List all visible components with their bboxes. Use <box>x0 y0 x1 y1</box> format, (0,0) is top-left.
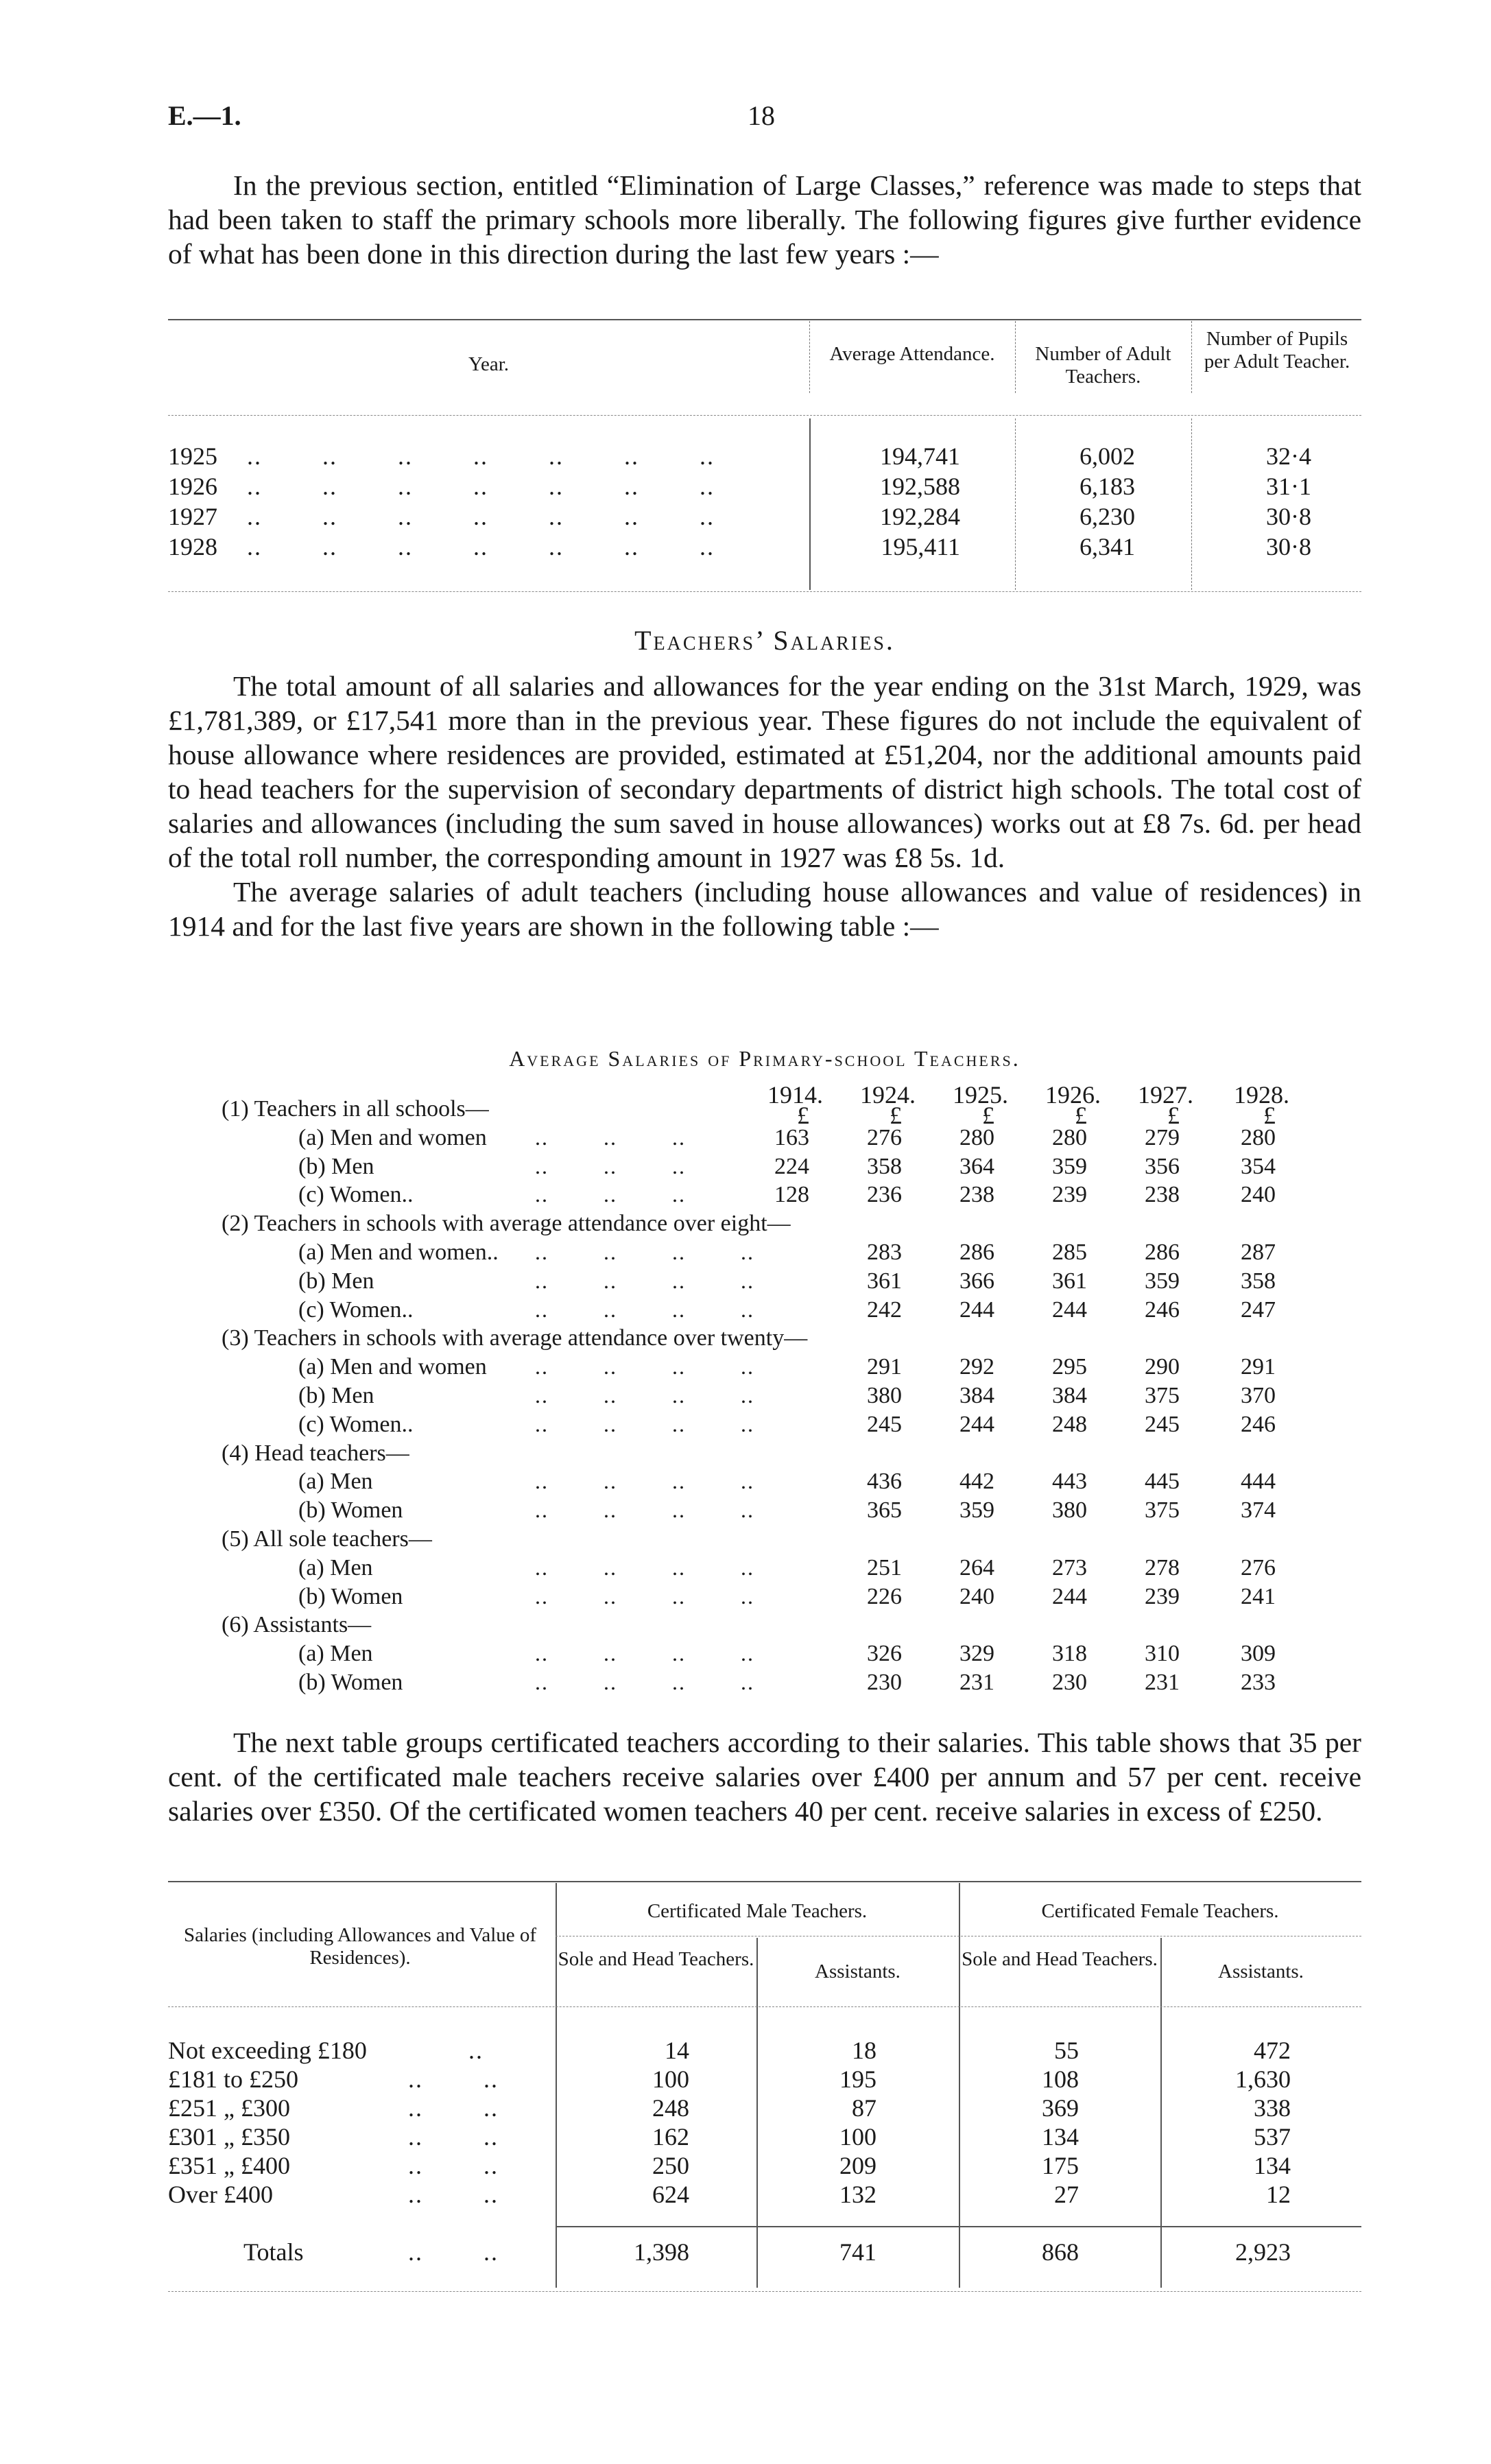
certificated-paragraph <box>168 1725 1361 1828</box>
leader-dots: .. .. .. .. <box>535 1296 754 1322</box>
count-value: 18 <box>852 2037 876 2064</box>
salary-value: 309 <box>1241 1641 1276 1667</box>
table-row-label: (b) Women <box>298 1670 403 1695</box>
salary-value: 251 <box>867 1554 902 1580</box>
salary-value: 238 <box>1145 1182 1180 1208</box>
salary-value: 295 <box>1052 1354 1087 1380</box>
salary-value: 283 <box>867 1240 902 1265</box>
teachers-value: 6,341 <box>1080 533 1135 560</box>
salary-value: 231 <box>959 1670 994 1695</box>
leader-dots: .. .. .. .. <box>535 1383 754 1408</box>
salary-value: 233 <box>1241 1670 1276 1695</box>
salary-value: 230 <box>1052 1670 1087 1695</box>
salary-range-label: Over £400 <box>168 2181 273 2208</box>
count-value: 195 <box>839 2065 876 2093</box>
table-row-label: (a) Men and women <box>298 1354 487 1380</box>
salary-value: 291 <box>867 1354 902 1380</box>
salary-value: 359 <box>1145 1268 1180 1294</box>
table-row-label: (b) Men <box>298 1268 374 1294</box>
salary-value: 291 <box>1241 1354 1276 1380</box>
salary-value: 238 <box>959 1182 994 1208</box>
salary-value: 244 <box>959 1296 994 1323</box>
average-salaries-title: Average Salaries of Primary-school Teachers. <box>509 1046 1021 1071</box>
salary-value: 444 <box>1241 1469 1276 1495</box>
salary-value: 280 <box>959 1124 994 1150</box>
salary-value: 359 <box>1052 1153 1087 1179</box>
count-value: 175 <box>1042 2152 1079 2179</box>
year-column-header: Year. <box>468 353 510 375</box>
leader-dots: .. .. .. .. <box>535 1554 754 1580</box>
attendance-column-header: Average Attendance. <box>829 343 995 365</box>
table-row-label: (b) Men <box>298 1153 374 1179</box>
salary-value: 247 <box>1241 1296 1276 1323</box>
salary-value: 276 <box>1241 1554 1276 1580</box>
leader-dots: .. .. <box>408 2123 499 2151</box>
count-value: 624 <box>652 2181 689 2208</box>
leader-dots: .. .. .. <box>535 1153 686 1178</box>
count-value: 108 <box>1042 2065 1079 2093</box>
table-row-label: (c) Women.. <box>298 1296 414 1323</box>
salary-value: 239 <box>1145 1583 1180 1609</box>
year-column-header: 1924. <box>860 1081 916 1109</box>
leader-dots: .. .. .. .. <box>535 1497 754 1523</box>
salary-value: 361 <box>867 1268 902 1294</box>
group-label: (6) Assistants— <box>222 1612 372 1638</box>
count-value: 132 <box>839 2181 876 2208</box>
attendance-value: 195,411 <box>881 533 960 560</box>
salary-value: 128 <box>774 1182 809 1208</box>
salary-range-label: £351 „ £400 <box>168 2152 290 2179</box>
female-assistants-header: Assistants. <box>1218 1960 1304 1982</box>
salary-value: 366 <box>959 1268 994 1294</box>
group-label: (1) Teachers in all schools— <box>222 1096 489 1122</box>
year-column-header: 1927. <box>1138 1081 1193 1109</box>
salary-range-label: Not exceeding £180 <box>168 2037 367 2064</box>
salary-value: 285 <box>1052 1240 1087 1265</box>
salary-value: 231 <box>1145 1670 1180 1695</box>
intro-paragraph <box>168 168 1361 271</box>
pupils-value: 31·1 <box>1266 473 1311 500</box>
currency-symbol: £ <box>1263 1102 1276 1129</box>
table-row-label: (c) Women.. <box>298 1182 414 1208</box>
leader-dots: .. .. .. .. <box>535 1354 754 1379</box>
leader-dots: .. <box>408 2037 484 2064</box>
salary-value: 279 <box>1145 1124 1180 1150</box>
salary-value: 236 <box>867 1182 902 1208</box>
page-number: 18 <box>748 100 775 131</box>
total-male-sole-head: 1,398 <box>634 2238 689 2266</box>
pupils-value: 30·8 <box>1266 503 1311 530</box>
count-value: 14 <box>665 2037 689 2064</box>
count-value: 537 <box>1254 2123 1291 2151</box>
leader-dots: .. .. .. .. <box>535 1240 754 1264</box>
salary-value: 370 <box>1241 1383 1276 1408</box>
male-sole-head-header: Sole and Head Teachers. <box>558 1948 754 1970</box>
count-value: 100 <box>839 2123 876 2151</box>
table-row-label: (a) Men <box>298 1641 373 1667</box>
salary-value: 246 <box>1241 1411 1276 1437</box>
salary-value: 226 <box>867 1583 902 1609</box>
salary-value: 230 <box>867 1670 902 1695</box>
salary-value: 329 <box>959 1641 994 1667</box>
salary-value: 245 <box>1145 1411 1180 1437</box>
male-teachers-header: Certificated Male Teachers. <box>647 1900 868 1922</box>
salary-value: 273 <box>1052 1554 1087 1580</box>
salary-value: 442 <box>959 1469 994 1495</box>
salary-value: 248 <box>1052 1411 1087 1437</box>
salary-stub-header: Salaries (including Allowances and Value of Residences). <box>183 1924 537 1969</box>
currency-symbol: £ <box>890 1102 902 1129</box>
salary-value: 354 <box>1241 1153 1276 1179</box>
leader-dots: .. .. .. .. <box>535 1411 754 1436</box>
salary-value: 318 <box>1052 1641 1087 1667</box>
salary-value: 375 <box>1145 1383 1180 1408</box>
salary-value: 276 <box>867 1124 902 1150</box>
leader-dots: .. .. .. .. <box>535 1583 754 1609</box>
salary-range-label: £301 „ £350 <box>168 2123 290 2151</box>
salary-value: 326 <box>867 1641 902 1667</box>
salary-value: 244 <box>1052 1296 1087 1323</box>
salary-value: 280 <box>1241 1124 1276 1150</box>
salary-value: 240 <box>1241 1182 1276 1208</box>
teachers-value: 6,230 <box>1080 503 1135 530</box>
table-row-label: (b) Men <box>298 1383 374 1408</box>
pupils-value: 32·4 <box>1266 442 1311 470</box>
leader-dots: .. .. <box>408 2152 499 2179</box>
group-label: (2) Teachers in schools with average attendance over eight— <box>222 1211 791 1237</box>
salary-value: 384 <box>1052 1383 1087 1408</box>
leader-dots: .. .. .. .. <box>535 1670 754 1694</box>
salary-value: 436 <box>867 1469 902 1495</box>
leader-dots: .. .. .. .. <box>535 1641 754 1666</box>
table-row: 1926 <box>168 473 217 500</box>
salary-range-label: £251 „ £300 <box>168 2094 290 2122</box>
salaries-heading: Teachers’ Salaries. <box>634 625 895 656</box>
salary-value: 244 <box>1052 1583 1087 1609</box>
count-value: 162 <box>652 2123 689 2151</box>
salary-value: 361 <box>1052 1268 1087 1294</box>
count-value: 250 <box>652 2152 689 2179</box>
salary-value: 292 <box>959 1354 994 1380</box>
salaries-paragraph-2: The average salaries of adult teachers (including house allowances and value of residences) in 1914 and for the last five years are shown in the following table :— <box>168 876 1361 942</box>
table-row-label: (b) Women <box>298 1497 403 1524</box>
salary-value: 290 <box>1145 1354 1180 1380</box>
total-female-assistants: 2,923 <box>1235 2238 1291 2266</box>
count-value: 369 <box>1042 2094 1079 2122</box>
table-row-label: (a) Men and women.. <box>298 1240 499 1265</box>
count-value: 12 <box>1266 2181 1291 2208</box>
salary-value: 278 <box>1145 1554 1180 1580</box>
salary-value: 358 <box>867 1153 902 1179</box>
leader-dots: .. .. <box>408 2094 499 2122</box>
salary-value: 364 <box>959 1153 994 1179</box>
salary-value: 358 <box>1241 1268 1276 1294</box>
salary-value: 310 <box>1145 1641 1180 1667</box>
count-value: 338 <box>1254 2094 1291 2122</box>
salary-value: 244 <box>959 1411 994 1437</box>
salary-value: 224 <box>774 1153 809 1179</box>
total-male-assistants: 741 <box>839 2238 876 2266</box>
currency-symbol: £ <box>982 1102 994 1129</box>
salary-value: 242 <box>867 1296 902 1323</box>
salary-value: 384 <box>959 1383 994 1408</box>
salary-value: 445 <box>1145 1469 1180 1495</box>
salary-value: 239 <box>1052 1182 1087 1208</box>
count-value: 134 <box>1042 2123 1079 2151</box>
group-label: (4) Head teachers— <box>222 1440 409 1466</box>
document-code: E.—1. <box>168 100 241 131</box>
currency-symbol: £ <box>1075 1102 1087 1129</box>
pupils-value: 30·8 <box>1266 533 1311 560</box>
leader-dots: .. .. .. .. <box>535 1268 754 1293</box>
count-value: 100 <box>652 2065 689 2093</box>
certificated-text: The next table groups certificated teachers according to their salaries. This table shows that 35 per cent. of the certificated male teachers receive salaries over £400 per annum and 57 per cent. receive salaries over £350. Of the certificated women teachers 40 per cent. receive salaries in excess of £250. <box>168 1727 1361 1827</box>
count-value: 27 <box>1054 2181 1079 2208</box>
table-row-label: (a) Men <box>298 1554 373 1580</box>
table-row: 1927 <box>168 503 217 530</box>
salary-value: 374 <box>1241 1497 1276 1524</box>
salary-value: 280 <box>1052 1124 1087 1150</box>
salary-range-label: £181 to £250 <box>168 2065 299 2093</box>
group-label: (3) Teachers in schools with average attendance over twenty— <box>222 1325 808 1351</box>
table-row: 1928 <box>168 533 217 560</box>
currency-symbol: £ <box>797 1102 809 1129</box>
salary-value: 356 <box>1145 1153 1180 1179</box>
count-value: 472 <box>1254 2037 1291 2064</box>
count-value: 87 <box>852 2094 876 2122</box>
female-teachers-header: Certificated Female Teachers. <box>1041 1900 1279 1922</box>
salary-value: 287 <box>1241 1240 1276 1265</box>
salary-value: 245 <box>867 1411 902 1437</box>
salaries-paragraph-1: The total amount of all salaries and allowances for the year ending on the 31st March, 1929, was £1,781,389, or £17,541 more than in the previous year. These figures do not include the equivalent of house allowance where residences are provided, estimated at £51,204, nor the additional amounts paid to head teachers for the supervision of secondary departments of district high schools. The total cost of salaries and allowances (including the sum saved in house allowances) works out at £8 7s. 6d. per head of the total roll number, the corresponding amount in 1927 was £8 5s. 1d. <box>168 670 1361 873</box>
pupils-column-header: Number of Pupils per Adult Teacher. <box>1204 328 1350 372</box>
count-value: 248 <box>652 2094 689 2122</box>
salary-value: 163 <box>774 1124 809 1150</box>
attendance-value: 192,284 <box>880 503 960 530</box>
male-assistants-header: Assistants. <box>815 1960 900 1982</box>
table-row-label: (c) Women.. <box>298 1411 414 1437</box>
salary-value: 365 <box>867 1497 902 1524</box>
table-row-label: (a) Men and women <box>298 1124 487 1150</box>
salary-value: 375 <box>1145 1497 1180 1524</box>
teachers-column-header: Number of Adult Teachers. <box>1035 343 1171 388</box>
leader-dots: .. .. <box>408 2065 499 2093</box>
group-label: (5) All sole teachers— <box>222 1526 432 1552</box>
leader-dots: .. .. <box>408 2181 499 2208</box>
year-column-header: 1914. <box>767 1081 823 1109</box>
totals-label: Totals <box>243 2238 304 2266</box>
count-value: 55 <box>1054 2037 1079 2064</box>
leader-dots: .. .. .. .. <box>535 1469 754 1494</box>
year-column-header: 1926. <box>1045 1081 1101 1109</box>
year-column-header: 1928. <box>1234 1081 1289 1109</box>
salary-value: 443 <box>1052 1469 1087 1495</box>
count-value: 1,630 <box>1235 2065 1291 2093</box>
salary-value: 286 <box>1145 1240 1180 1265</box>
table-row-label: (b) Women <box>298 1583 403 1609</box>
count-value: 209 <box>839 2152 876 2179</box>
teachers-value: 6,002 <box>1080 442 1135 470</box>
attendance-value: 194,741 <box>880 442 960 470</box>
teachers-value: 6,183 <box>1080 473 1135 500</box>
intro-text: In the previous section, entitled “Elimination of Large Classes,” reference was made to steps that had been taken to staff the primary schools more liberally. The following figures give further evidence of what has been done in this direction during the last few years :— <box>168 169 1361 270</box>
salary-value: 246 <box>1145 1296 1180 1323</box>
salary-value: 264 <box>959 1554 994 1580</box>
table-row-label: (a) Men <box>298 1469 373 1495</box>
salary-value: 286 <box>959 1240 994 1265</box>
leader-dots: .. .. .. <box>535 1124 686 1150</box>
salary-value: 380 <box>1052 1497 1087 1524</box>
salary-value: 240 <box>959 1583 994 1609</box>
attendance-value: 192,588 <box>880 473 960 500</box>
table-row: 1925 <box>168 442 217 470</box>
salaries-paragraphs <box>168 669 1361 943</box>
salary-value: 380 <box>867 1383 902 1408</box>
leader-dots: .. .. .. <box>535 1182 686 1207</box>
salary-value: 359 <box>959 1497 994 1524</box>
year-column-header: 1925. <box>953 1081 1008 1109</box>
salary-value: 241 <box>1241 1583 1276 1609</box>
female-sole-head-header: Sole and Head Teachers. <box>962 1948 1158 1970</box>
total-female-sole-head: 868 <box>1042 2238 1079 2266</box>
count-value: 134 <box>1254 2152 1291 2179</box>
currency-symbol: £ <box>1167 1102 1180 1129</box>
